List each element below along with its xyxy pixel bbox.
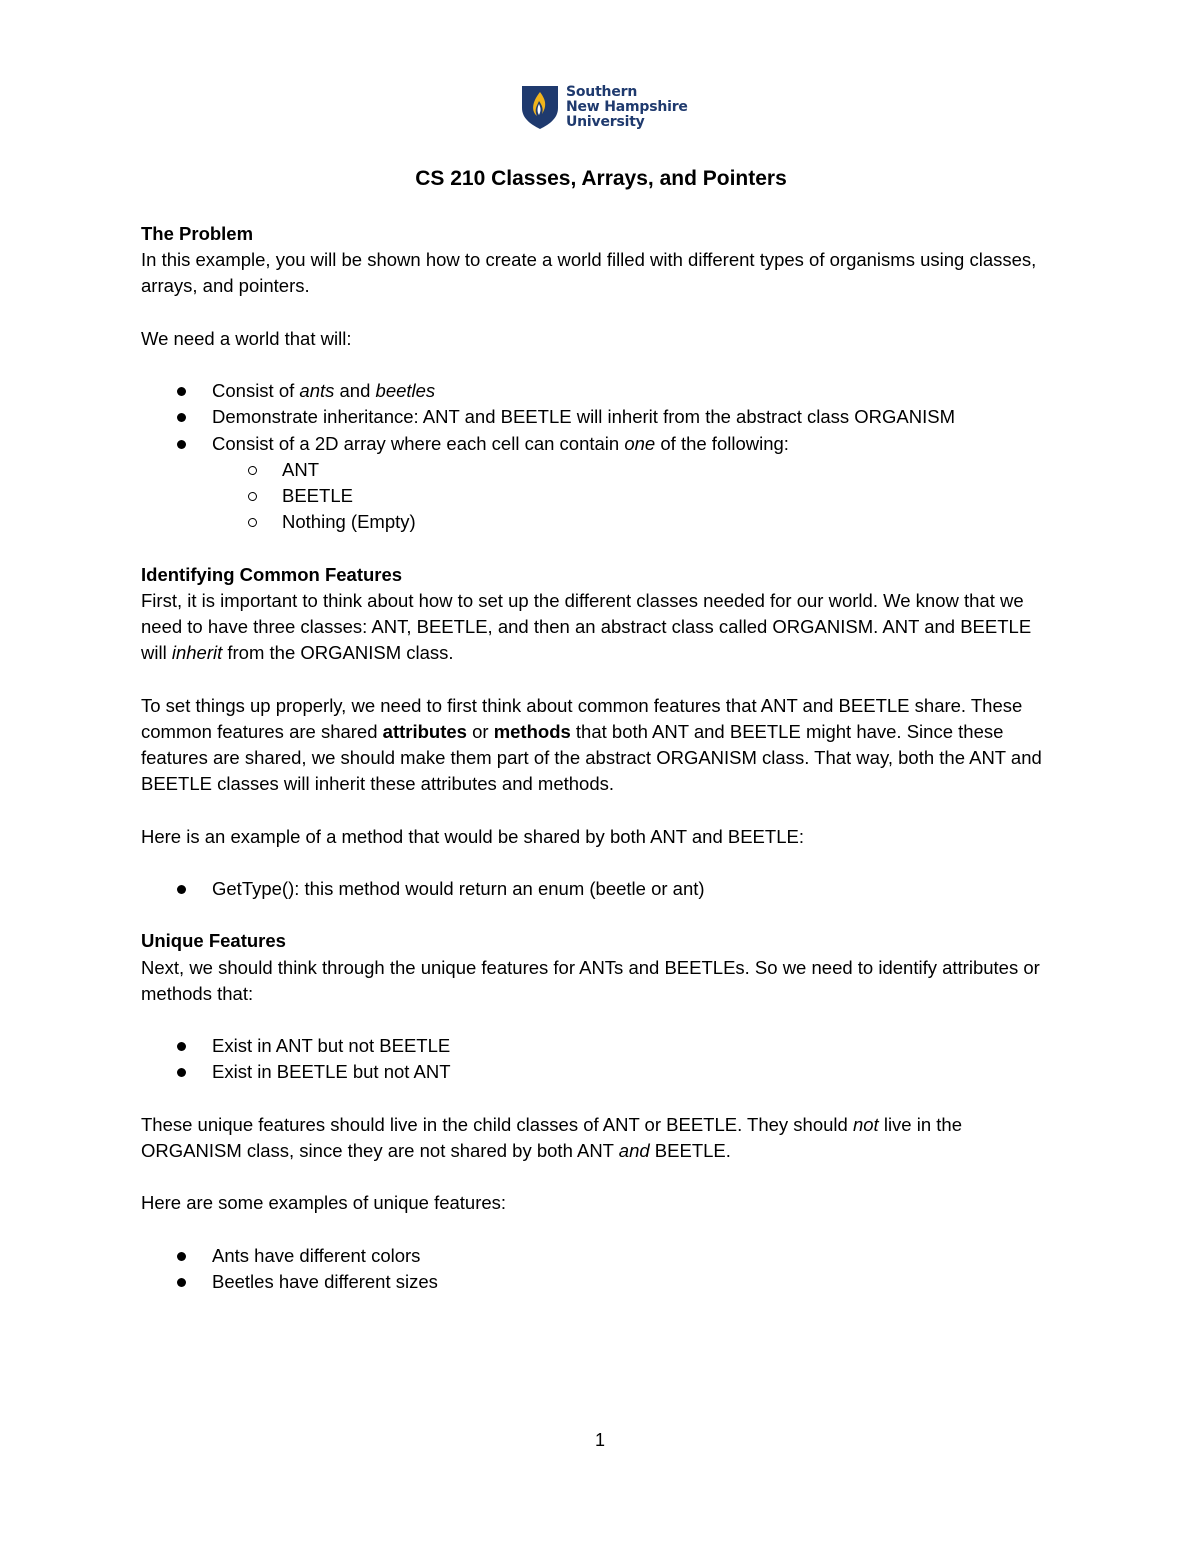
problem-sub-list: [141, 457, 1061, 536]
text-run-italic: not: [852, 1113, 879, 1135]
common-paragraph-2: [141, 693, 1061, 798]
text-run: Consist of a 2D array where each cell can contain: [212, 432, 625, 454]
text-run-italic: ants: [299, 380, 335, 402]
list-item: Beetles have different sizes: [141, 1269, 1061, 1295]
text-run: that both ANT and BEETLE might have. Since these features are shared, we should make them part of the abstract ORGANISM class. That way, both the ANT and BEETLE classes will inherit these attributes and methods.: [141, 720, 1042, 795]
snhu-logo: [520, 84, 688, 130]
sub-list-item: ANT: [141, 457, 1061, 483]
unique-paragraph-1: Next, we should think through the unique features for ANTs and BEETLEs. So we need to identify attributes or methods that:: [141, 956, 1040, 1004]
text-run-italic: beetles: [375, 380, 436, 402]
logo-line-3: University: [566, 113, 645, 130]
sub-list-item: BEETLE: [141, 483, 1061, 509]
common-paragraph-1: [141, 588, 1061, 667]
text-run-italic: one: [624, 432, 656, 454]
common-bullet-list: [141, 876, 1061, 902]
logo-line-2: New Hampshire: [566, 98, 688, 115]
list-item: Ants have different colors: [141, 1243, 1061, 1269]
list-item: GetType(): this method would return an enum (beetle or ant): [141, 876, 1061, 902]
text-run-bold: attributes: [382, 720, 467, 742]
list-item: Exist in ANT but not BEETLE: [141, 1033, 1061, 1059]
text-run: of the following:: [655, 432, 789, 454]
unique-paragraph-3: Here are some examples of unique features:: [141, 1192, 507, 1214]
text-run: live in the ORGANISM class, since they are not shared by both ANT: [141, 1113, 962, 1161]
logo-wordmark: [566, 85, 688, 130]
problem-intro: In this example, you will be shown how to create a world filled with different types of organisms using classes, arrays, and pointers.: [141, 249, 1037, 297]
text-run: and: [334, 380, 376, 402]
page-number: 1: [594, 1430, 605, 1450]
list-item: Exist in BEETLE but not ANT: [141, 1059, 1061, 1085]
problem-bullet-list: [141, 378, 1061, 457]
text-run-italic: inherit: [171, 642, 223, 664]
section-heading-unique: Unique Features: [141, 930, 286, 952]
sub-list-item: Nothing (Empty): [141, 509, 1061, 535]
text-run: First, it is important to think about how to set up the different classes needed for our world. We know that we need to have three classes: ANT, BEETLE, and then an abstract class called ORGANISM. ANT and BEETLE will: [141, 589, 1032, 664]
section-heading-common: Identifying Common Features: [141, 563, 403, 585]
text-run-italic: and: [618, 1139, 650, 1161]
document-body: [141, 164, 1061, 1321]
shield-flame-icon: [520, 84, 560, 130]
text-run: These unique features should live in the child classes of ANT or BEETLE. They should: [141, 1113, 853, 1135]
logo-line-1: Southern: [566, 83, 638, 100]
list-item: Demonstrate inheritance: ANT and BEETLE will inherit from the abstract class ORGANISM: [141, 404, 1061, 430]
text-run: BEETLE.: [649, 1139, 731, 1161]
common-paragraph-3: Here is an example of a method that would be shared by both ANT and BEETLE:: [141, 825, 804, 847]
unique-bullet-list-1: [141, 1033, 1061, 1085]
section-heading-problem: The Problem: [141, 223, 254, 244]
text-run: or: [466, 720, 494, 742]
text-run: To set things up properly, we need to first think about common features that ANT and BEETLE share. These common features are shared: [141, 694, 1023, 742]
text-run: Consist of: [212, 380, 300, 402]
list-item: [141, 378, 1061, 404]
page-title: CS 210 Classes, Arrays, and Pointers: [415, 167, 787, 190]
list-item: [141, 431, 1061, 457]
problem-need: We need a world that will:: [141, 327, 352, 349]
text-run: from the ORGANISM class.: [222, 642, 454, 664]
unique-paragraph-2: [141, 1112, 1061, 1164]
text-run-bold: methods: [493, 720, 571, 742]
unique-bullet-list-2: [141, 1243, 1061, 1295]
